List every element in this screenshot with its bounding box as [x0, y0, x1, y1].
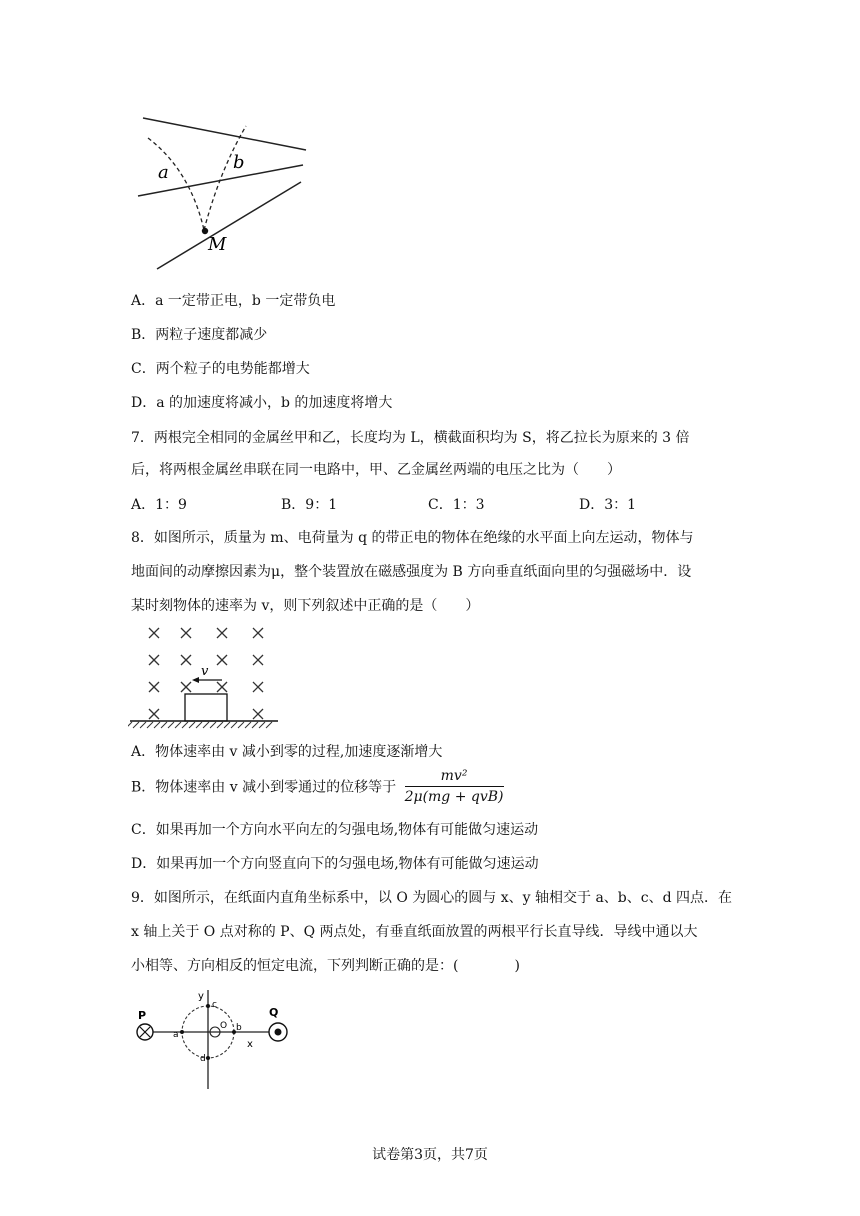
hatch-stroke — [140, 722, 146, 728]
field-cross — [253, 655, 263, 665]
label-v: v — [201, 664, 209, 679]
hatch-stroke — [128, 722, 132, 728]
q8-stem-line1: 8．如图所示，质量为 m、电荷量为 q 的带正电的物体在绝缘的水平面上向左运动，物体与 — [131, 530, 694, 546]
field-cross — [181, 682, 191, 692]
figure-particle-trajectories — [130, 110, 320, 280]
label-c: c — [212, 1000, 217, 1010]
label-O: O — [220, 1021, 228, 1031]
figure-magnetic-field-block — [128, 622, 283, 730]
hatch-stroke — [189, 722, 195, 728]
equipotential-line-top — [143, 118, 306, 150]
field-cross — [181, 655, 191, 665]
label-y: y — [198, 991, 204, 1002]
equipotential-line-bottom — [157, 182, 301, 269]
q8-option-b-row — [131, 768, 504, 805]
label-b: b — [236, 1023, 242, 1033]
hatch-stroke — [266, 722, 272, 728]
hatch-stroke — [238, 722, 244, 728]
hatch-stroke — [154, 722, 160, 728]
q6-option-c: C．两个粒子的电势能都增大 — [131, 361, 310, 377]
block — [185, 694, 227, 721]
point-d — [206, 1056, 210, 1060]
hatch-stroke — [182, 722, 188, 728]
field-cross — [149, 628, 159, 638]
field-cross — [149, 655, 159, 665]
q8-option-c: C．如果再加一个方向水平向左的匀强电场,物体有可能做匀速运动 — [131, 822, 539, 838]
ground-hatching — [128, 722, 272, 728]
hatch-stroke — [161, 722, 167, 728]
fraction — [405, 768, 504, 805]
q7-stem-line2: 后，将两根金属丝串联在同一电路中，甲、乙金属丝两端的电压之比为（ ） — [131, 462, 621, 478]
q8-stem-line3: 某时刻物体的速率为 v，则下列叙述中正确的是（ ） — [131, 598, 480, 614]
dot-mark — [275, 1029, 282, 1036]
hatch-stroke — [224, 722, 230, 728]
hatch-stroke — [175, 722, 181, 728]
hatch-stroke — [231, 722, 237, 728]
label-a: a — [158, 162, 169, 183]
q9-stem-line2: x 轴上关于 O 点对称的 P、Q 两点处，有垂直纸面放置的两根平行长直导线．导线中通以大 — [131, 924, 698, 940]
field-cross — [217, 628, 227, 638]
field-cross — [217, 655, 227, 665]
hatch-stroke — [203, 722, 209, 728]
field-cross — [253, 709, 263, 719]
hatch-stroke — [252, 722, 258, 728]
hatch-stroke — [133, 722, 139, 728]
hatch-stroke — [245, 722, 251, 728]
q6-option-a: A．a 一定带正电，b 一定带负电 — [131, 293, 336, 309]
fraction-denominator: 2μ(mg + qvB) — [404, 789, 504, 805]
field-cross — [253, 682, 263, 692]
field-cross — [253, 628, 263, 638]
field-cross — [149, 709, 159, 719]
trajectory-b — [204, 126, 246, 230]
q7-option-d: D．3：1 — [579, 497, 637, 513]
hatch-stroke — [147, 722, 153, 728]
q7-option-b: B．9：1 — [281, 497, 338, 513]
label-M: M — [208, 234, 227, 255]
label-b: b — [233, 152, 245, 173]
q7-options — [131, 494, 691, 514]
field-cross — [181, 628, 191, 638]
q8-option-a: A．物体速率由 v 减小到零的过程,加速度逐渐增大 — [131, 744, 443, 760]
hatch-stroke — [217, 722, 223, 728]
q8-option-b: B．物体速率由 v 减小到零通过的位移等于 — [131, 779, 397, 796]
page-footer: 试卷第3页，共7页 — [372, 1147, 488, 1163]
hatch-stroke — [168, 722, 174, 728]
hatch-stroke — [259, 722, 265, 728]
label-d: d — [200, 1054, 206, 1064]
field-cross — [149, 682, 159, 692]
q9-stem-line1: 9．如图所示，在纸面内直角坐标系中，以 O 为圆心的圆与 x、y 轴相交于 a、b、c、d 四点．在 — [131, 890, 732, 906]
hatch-stroke — [196, 722, 202, 728]
q8-stem-line2: 地面间的动摩擦因素为μ，整个装置放在磁感强度为 B 方向垂直纸面向里的匀强磁场中．设 — [131, 564, 692, 580]
q6-option-b: B．两粒子速度都减少 — [131, 327, 268, 343]
hatch-stroke — [210, 722, 216, 728]
q7-option-c: C．1：3 — [428, 497, 485, 513]
q7-stem-line1: 7．两根完全相同的金属丝甲和乙，长度均为 L，横截面积均为 S，将乙拉长为原来的 3 倍 — [131, 430, 690, 446]
arrow-head-left — [192, 677, 199, 683]
q6-option-d: D．a 的加速度将减小，b 的加速度将增大 — [131, 395, 393, 411]
trajectory-a — [148, 138, 204, 230]
label-a: a — [173, 1030, 179, 1040]
point-c — [206, 1004, 210, 1008]
figure-coordinate-wires — [128, 985, 303, 1093]
q9-stem-line3: 小相等、方向相反的恒定电流，下列判断正确的是：( ) — [131, 958, 520, 974]
label-x: x — [247, 1039, 253, 1050]
q8-option-d: D．如果再加一个方向竖直向下的匀强电场,物体有可能做匀速运动 — [131, 856, 539, 872]
q7-option-a: A．1：9 — [131, 497, 187, 513]
field-cross — [217, 682, 227, 692]
label-P: P — [138, 1009, 147, 1022]
fraction-numerator: mv² — [405, 768, 504, 787]
point-a — [180, 1030, 184, 1034]
label-Q: Q — [269, 1006, 279, 1019]
